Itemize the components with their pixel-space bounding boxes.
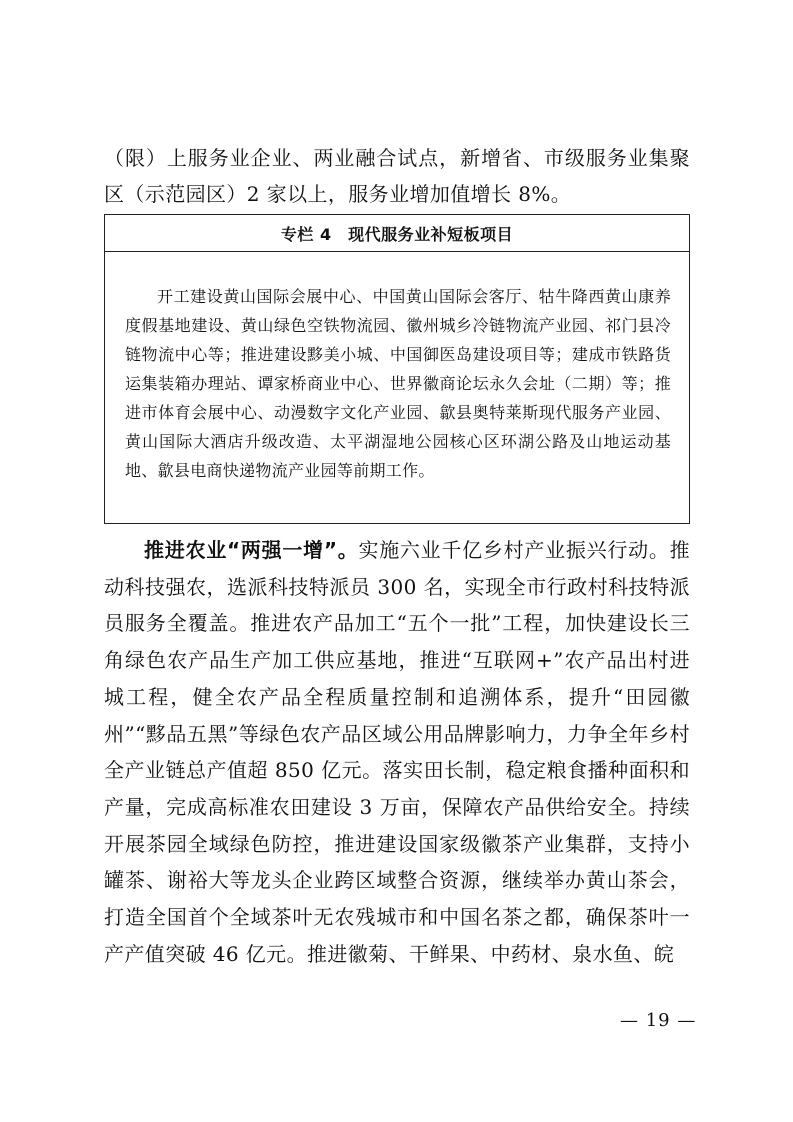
column-box-text: 开工建设黄山国际会展中心、中国黄山国际会客厅、牯牛降西黄山康养度假基地建设、黄山绿色空铁物流园、徽州城乡冷链物流产业园、祁门县冷链物流中心等；推进建设黟美小城、中国御医岛建设项目等；建成市铁路货运集装箱办理站、谭家桥商业中心、世界徽商论坛永久会址（二期）等；推进市体育会展中心、动漫数字文化产业园、歙县奥特莱斯现代服务产业园、黄山国际大酒店升级改造、太平湖湿地公园核心区环湖公路及山地运动基地、歙县电商快递物流产业园等前期工作。 <box>125 287 671 480</box>
column-box-title: 专栏 4 现代服务业补短板项目 <box>105 215 689 252</box>
agriculture-paragraph-text: 实施六业千亿乡村产业振兴行动。推动科技强农，选派科技特派员 300 名，实现全市行政村科技特派员服务全覆盖。推进农产品加工“五个一批”工程，加快建设长三角绿色农产品生产加工供应基地，推进“互联网+”农产品出村进城工程，健全农产品全程质量控制和追溯体系，提升“田园徽州”“黟品五黑”等绿色农产品区域公用品牌影响力，力争全年乡村全产业链总产值超 850 亿元。落实田长制，稳定粮食播种面积和产量，完成高标准农田建设 3 万亩，保障农产品供给安全。持续开展茶园全域绿色防控，推进建设国家级徽茶产业集群，支持小罐茶、谢裕大等龙头企业跨区域整合资源，继续举办黄山茶会，打造全国首个全域茶叶无农残城市和中国名茶之都，确保茶叶一产产值突破 46 亿元。推进徽菊、干鲜果、中药材、泉水鱼、皖 <box>104 538 690 966</box>
column-box <box>104 214 690 524</box>
column-box-body <box>105 252 689 485</box>
page-number: — 19 — <box>620 1010 697 1031</box>
top-paragraph: （限）上服务业企业、两业融合试点，新增省、市级服务业集聚区（示范园区）2 家以上，服务业增加值增长 8%。 <box>104 146 690 206</box>
agriculture-paragraph <box>104 532 690 972</box>
agriculture-lead-heading: 推进农业“两强一增”。 <box>144 538 359 562</box>
